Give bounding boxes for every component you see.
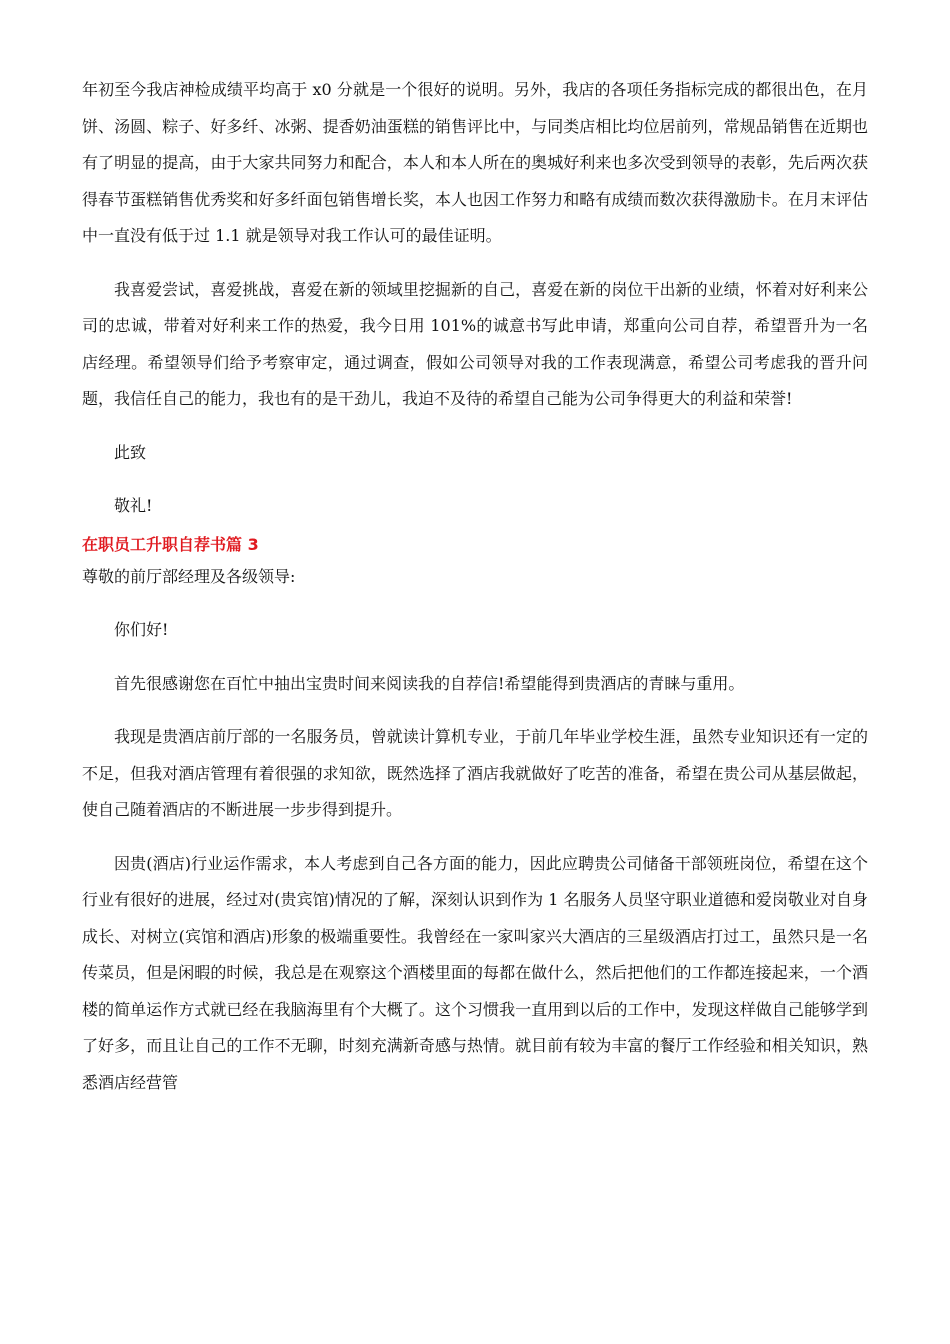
spacer [82,649,868,666]
paragraph-experience: 因贵(酒店)行业运作需求，本人考虑到自己各方面的能力，因此应聘贵公司储备干部领班岗位，希望在这个行业有很好的进展，经过对(贵宾馆)情况的了解，深刻认识到作为 1 名服务人员坚守职业道德和爱岗敬业对自身成长、对树立(宾馆和酒店)形象的极端重要性。我曾经在一家叫家兴大酒店的三星级酒店打过工，虽然只是一名传菜员，但是闲暇的时候，我总是在观察这个酒楼里面的每都在做什么，然后把他们的工作都连接起来，一个酒楼的简单运作方式就已经在我脑海里有个大概了。这个习惯我一直用到以后的工作中，发现这样做自己能够学到了好多，而且让自己的工作不无聊，时刻充满新奇感与热情。就目前有较为丰富的餐厅工作经验和相关知识，熟悉酒店经营管 [82,853,868,1092]
paragraph-background: 我现是贵酒店前厅部的一名服务员，曾就读计算机专业，于前几年毕业学校生涯，虽然专业知识还有一定的不足，但我对酒店管理有着很强的求知欲，既然选择了酒店我就做好了吃苦的准备，希望在贵公司从基层做起，使自己随着酒店的不断进展一步步得到提升。 [82,727,868,819]
paragraph-thanks: 首先很感谢您在百忙中抽出宝贵时间来阅读我的自荐信!希望能得到贵酒店的青睐与重用。 [114,673,745,693]
paragraph-application: 我喜爱尝试，喜爱挑战，喜爱在新的领域里挖掘新的自己，喜爱在新的岗位干出新的业绩，怀着对好利来公司的忠诚，带着对好利来工作的热爱，我今日用 101%的诚意书写此申请，郑重向公司自荐，希望晋升为一名店经理。希望领导们给予考察审定，通过调查，假如公司领导对我的工作表现满意，希望公司考虑我的晋升问题，我信任自己的能力，我也有的是干劲儿，我迫不及待的希望自己能为公司争得更大的利益和荣誉! [82,279,868,408]
greeting: 你们好! [114,620,169,639]
paragraph-performance: 年初至今我店神检成绩平均高于 x0 分就是一个很好的说明。另外，我店的各项任务指标完成的都很出色，在月饼、汤圆、粽子、好多纤、冰粥、提香奶油蛋糕的销售评比中，与同类店相比均位居前列，常规品销售在近期也有了明显的提高，由于大家共同努力和配合，本人和本人所在的奥城好利来也多次受到领导的表彰，先后两次获得春节蛋糕销售优秀奖和好多纤面包销售增长奖，本人也因工作努力和略有成绩而数次获得激励卡。在月末评估中一直没有低于过 1.1 就是领导对我工作认可的最佳证明。 [82,80,868,245]
regards-line: 敬礼! [114,496,153,515]
spacer [82,418,868,435]
spacer [82,595,868,612]
salutation: 尊敬的前厅部经理及各级领导: [82,566,296,586]
spacer [82,471,868,488]
section-title: 在职员工升职自荐书篇 3 [82,534,259,554]
spacer [82,255,868,272]
spacer [82,829,868,846]
closing-line: 此致 [114,442,147,462]
spacer [82,702,868,719]
